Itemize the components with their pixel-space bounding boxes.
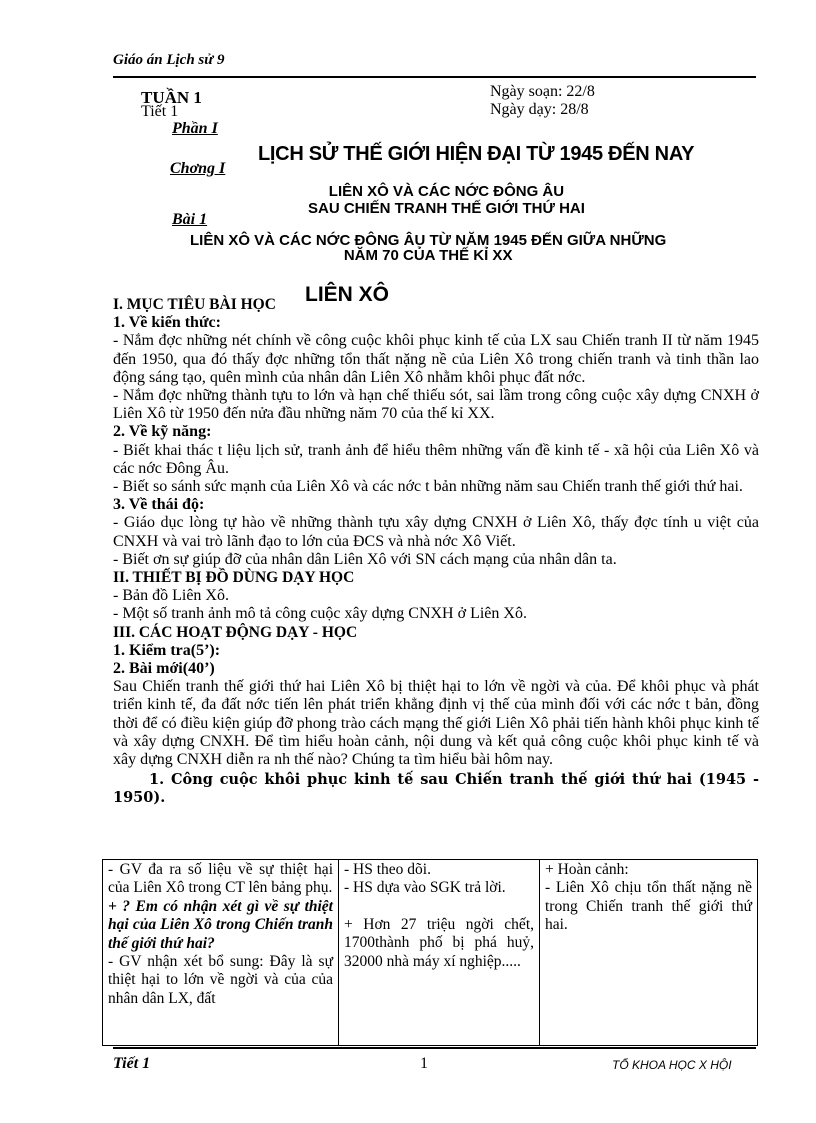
footer-right: TỔ KHOA HỌC X HỘI	[612, 1058, 732, 1072]
running-header: Giáo án Lịch sử 9	[113, 52, 225, 68]
chapter-title-line-2: SAU CHIẾN TRANH THẾ GIỚI THỨ HAI	[308, 200, 585, 217]
footer-left: Tiết 1	[113, 1055, 151, 1072]
lesson-title-line-1: LIÊN XÔ VÀ CÁC NỚC ĐÔNG ÂU TỪ NĂM 1945 ĐẾN GIỮA NHỮNG	[190, 232, 667, 249]
teach-date: Ngày dạy: 28/8	[490, 101, 589, 118]
cell-question: + ? Em có nhận xét gì về sự thiệt hại của Liên Xô trong Chiến tranh thế giới thứ hai?	[108, 897, 333, 952]
page-number: 1	[420, 1055, 428, 1072]
cell-text: - HS theo dõi.	[344, 861, 431, 878]
section-1-heading: 1. Công cuộc khôi phục kinh tế sau Chiến tranh thế giới thứ hai (1945 - 1950).	[113, 771, 759, 807]
header-rule	[113, 76, 756, 78]
check-heading: 1. Kiểm tra(5’):	[113, 641, 221, 659]
lesson-title-line-2: NĂM 70 CỦA THẾ KỈ XX	[343, 247, 513, 264]
dates-block	[490, 83, 595, 119]
period-label: Tiết 1	[141, 103, 179, 120]
chapter-label: Chơng I	[170, 160, 226, 177]
student-activity-cell	[339, 860, 540, 1046]
table-row	[103, 860, 758, 1046]
chapter-title-line-1: LIÊN XÔ VÀ CÁC NỚC ĐÔNG ÂU	[328, 183, 565, 200]
equipment-heading: II. THIẾT BỊ ĐỒ DÙNG DẠY HỌC	[113, 569, 355, 587]
lesson-body	[113, 296, 759, 808]
activity-table	[102, 859, 758, 1046]
attitude-item: - Biết ơn sự giúp đỡ của nhân dân Liên Xô với SN cách mạng của nhân dân ta.	[113, 550, 617, 568]
prepare-date: Ngày soạn: 22/8	[490, 83, 595, 100]
cell-text: - Liên Xô chịu tổn thất nặng nề trong Chiến tranh thế giới thứ hai.	[545, 879, 752, 934]
cell-text: - HS dựa vào SGK trả lời.	[344, 879, 506, 897]
cell-text: + Hoàn cảnh:	[545, 861, 629, 878]
cell-text: + Hơn 27 triệu ngời chết, 1700thành phố bị phá huỷ, 32000 nhà máy xí nghiệp.....	[344, 915, 534, 970]
attitude-heading: 3. Về thái độ:	[113, 496, 205, 514]
knowledge-item: - Nắm đợc những thành tựu to lớn và hạn chế thiếu sót, sai lầm trong công cuộc xây dựng CNXH ở Liên Xô từ 1950 đến nửa đầu những năm 70 của thế kỉ XX.	[113, 387, 759, 423]
knowledge-heading: 1. Về kiến thức:	[113, 314, 221, 332]
objectives-heading: I. MỤC TIÊU BÀI HỌC	[113, 296, 276, 313]
section-heading-lien-xo: LIÊN XÔ	[305, 283, 390, 306]
equipment-item: - Một số tranh ảnh mô tả công cuộc xây dựng CNXH ở Liên Xô.	[113, 605, 527, 623]
equipment-item: - Bản đồ Liên Xô.	[113, 587, 229, 605]
new-lesson-heading: 2. Bài mới(40’)	[113, 660, 215, 678]
footer-rule	[113, 1047, 756, 1049]
skills-heading: 2. Về kỹ năng:	[113, 423, 212, 441]
skills-item: - Biết so sánh sức mạnh của Liên Xô và các nớc t bản những năm sau Chiến tranh thế giới thứ hai.	[113, 478, 743, 496]
main-title: LỊCH SỬ THẾ GIỚI HIỆN ĐẠI TỪ 1945 ĐẾN NAY	[258, 143, 695, 165]
chapter-title	[308, 183, 585, 217]
activities-heading: III. CÁC HOẠT ĐỘNG DẠY - HỌC	[113, 623, 358, 641]
teacher-activity-cell	[103, 860, 339, 1046]
attitude-item: - Giáo dục lòng tự hào về những thành tựu xây dựng CNXH ở Liên Xô, thấy đợc tính u việt của CNXH và vai trò lãnh đạo to lớn của ĐCS và nhà nớc Xô Viết.	[113, 514, 759, 550]
cell-text: - GV nhận xét bổ sung: Đây là sự thiệt hại to lớn về ngời và của của nhân dân LX, đất	[108, 953, 333, 1007]
lesson-title	[190, 233, 666, 263]
skills-item: - Biết khai thác t liệu lịch sử, tranh ảnh để hiểu thêm những vấn đề kinh tế - xã hội của Liên Xô và các nớc Đông Âu.	[113, 441, 759, 477]
intro-paragraph: Sau Chiến tranh thế giới thứ hai Liên Xô bị thiệt hại to lớn về ngời và của. Để khôi phục và phát triển kinh tế, đa đất nớc tiến lên phát triển khẳng định vị thế của mình đối với các nớc t bản, đồng thời để có điều kiện giúp đỡ phong trào cách mạng thế giới Liên Xô phải tiến hành khôi phục kinh tế và xây dựng CNXH. Để tìm hiểu hoàn cảnh, nội dung và kết quả công cuộc khôi phục kinh tế và xây dựng CNXH diễn ra nh thế nào? Chúng ta tìm hiểu bài hôm nay.	[113, 678, 759, 769]
cell-text: - GV đa ra số liệu về sự thiệt hại của Liên Xô trong CT lên bảng phụ.	[108, 861, 333, 897]
part-label: Phần I	[172, 120, 218, 137]
lesson-label: Bài 1	[172, 211, 208, 228]
content-cell	[540, 860, 758, 1046]
cell-spacer	[344, 898, 534, 916]
knowledge-item: - Nắm đợc những nét chính về công cuộc khôi phục kinh tế của LX sau Chiến tranh II từ năm 1945 đến 1950, qua đó thấy đợc những tổn thất nặng nề của Liên Xô trong chiến tranh và tinh thần lao động sáng tạo, quên mình của nhân dân Liên Xô nhằm khôi phục đất nớc.	[113, 332, 759, 386]
week-label: TUẦN 1	[141, 88, 202, 107]
